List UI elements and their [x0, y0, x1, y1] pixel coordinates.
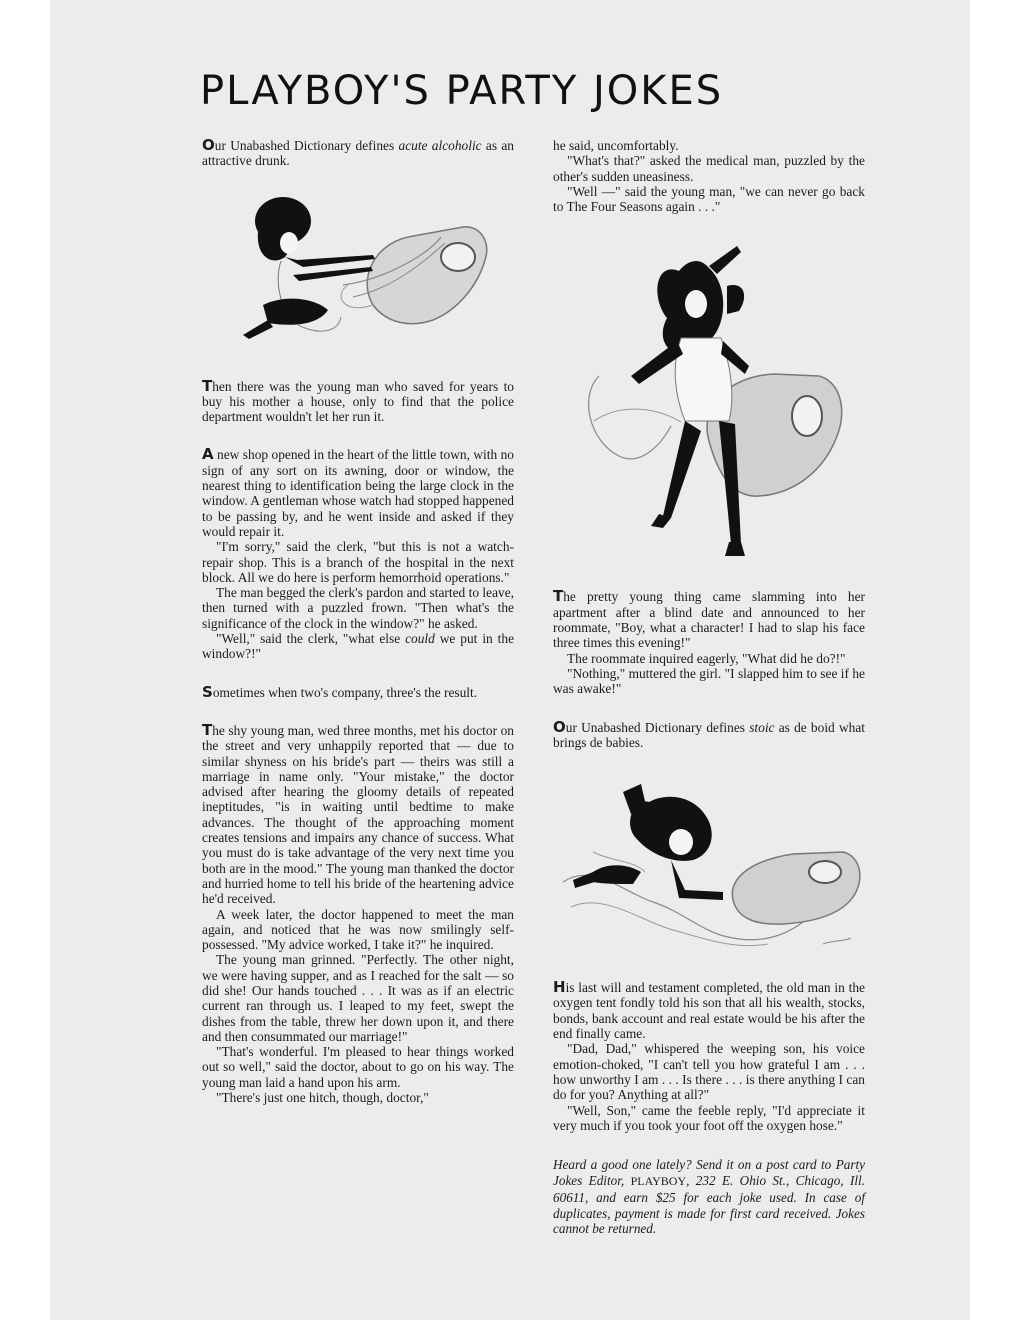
drop-letter: T — [202, 720, 213, 739]
joke-stoic: Our Unabashed Dictionary defines stoic as de boid what brings de babies. — [553, 717, 865, 750]
page-title: PLAYBOY'S PARTY JOKES — [200, 68, 724, 114]
illustration-standing-woman-tape — [559, 226, 859, 571]
illustration-reclining-woman-tape — [553, 772, 865, 962]
drop-letter: A — [202, 445, 214, 464]
dictionary-term: acute alcoholic — [398, 138, 482, 153]
drop-letter: S — [202, 682, 213, 701]
joke-shy-young-man-continued: he said, uncomfortably. "What's that?" asked the medical man, puzzled by the other's sudden uneasiness. "Well —" said the young man, "we can never go back to The Four Seasons again . . ." — [553, 138, 865, 215]
joke-watch-shop: A new shop opened in the heart of the little town, with no sign of any sort on its awning, door or window, the nearest thing to identification being the large clock in the window. A gentleman whose watch had stopped happened to be passing by, and he went inside and asked if they would repair it. "I'm sorry," said the clerk, "but this is not a watch-repair shop. This is a branch of the hospital in the next block. All we do here is perform hemorrhoid operations." The man begged the clerk's pardon and started to leave, then turned with a puzzled frown. "Then what's the significance of the clock in the window?" he asked. "Well," said the clerk, "what else could we put in the window?!" — [202, 445, 515, 662]
magazine-page — [50, 0, 970, 1320]
playboy-brand: PLAYBOY — [630, 1173, 687, 1188]
joke-shy-young-man: The shy young man, wed three months, met his doctor on the street and very unhappily reported that — due to similar shyness on his bride's part — theirs was still a marriage in name only. "Your mistake," the doctor advised after hearing the gloomy details of repeated ineptitudes, "is in waiting until bedtime to make advances. The thought of the approaching moment creates tensions and impairs any chance of success. What you must do is take advantage of the very next time you both are in the mood." The young man thanked the doctor and hurried home to tell his bride of the heartening advice he'd received. A week later, the doctor happened to meet the man again, and noticed that he was now smilingly self-possessed. "My advice worked, I take it?" he inquired. The young man grinned. "Perfectly. The other night, we were having supper, and as I reached for the salt — so did she! Our hands touched . . . It was as if an electric current ran through us. I leaped to my feet, swept the dishes from the table, threw her down upon it, and there and then consummated our marriage!" "That's wonderful. I'm pleased to hear things worked out so well," said the doctor, about to go on his way. The young man laid a hand upon his arm. "There's just one hitch, though, doctor," — [202, 720, 514, 1106]
joke-blind-date: The pretty young thing came slamming into her apartment after a blind date and announced to her roommate, "Boy, what a character! I had to slap his face three times this evening!" The roommate inquired eagerly, "What did he do?!" "Nothing," muttered the girl. "I slapped him to see if he was awake!" — [553, 587, 865, 697]
joke-mother-house: Then there was the young man who saved for years to buy his mother a house, only to find that the police department wouldn't let her run it. — [202, 376, 514, 425]
joke-oxygen-tent: His last will and testament completed, the old man in the oxygen tent fondly told his son that all his wealth, stocks, bonds, bank account and real estate would be his after the end finally came. "Dad, Dad," whispered the weeping son, his voice emotion-choked, "I can't tell you how grateful I am . . . how unworthy I am . . . Is there . . . is there anything I can do for you? Anything at all?" "Well, Son," came the feeble reply, "I'd appreciate it very much if you took your foot off the oxygen hose." — [553, 978, 865, 1133]
drop-letter: T — [553, 587, 564, 606]
drop-letter: T — [202, 376, 213, 395]
joke-two-company: Sometimes when two's company, three's the result. — [202, 682, 478, 701]
drop-letter: O — [553, 717, 566, 736]
drop-letter: O — [202, 136, 215, 154]
right-column — [553, 138, 865, 1237]
editor-note: Heard a good one lately? Send it on a post card to Party Jokes Editor, PLAYBOY, 232 E. Ohio St., Chicago, Ill. 60611, and earn $25 for each joke used. In case of duplicates, payment is made for first card received. Jokes cannot be returned. — [553, 1157, 865, 1237]
illustration-woman-tape-dispenser — [223, 185, 493, 355]
joke-acute-alcoholic: Our Unabashed Dictionary defines acute alcoholic as an attractive drunk. — [202, 136, 514, 169]
left-column — [202, 138, 514, 1105]
dictionary-term: stoic — [749, 719, 775, 735]
drop-letter: H — [553, 978, 566, 997]
